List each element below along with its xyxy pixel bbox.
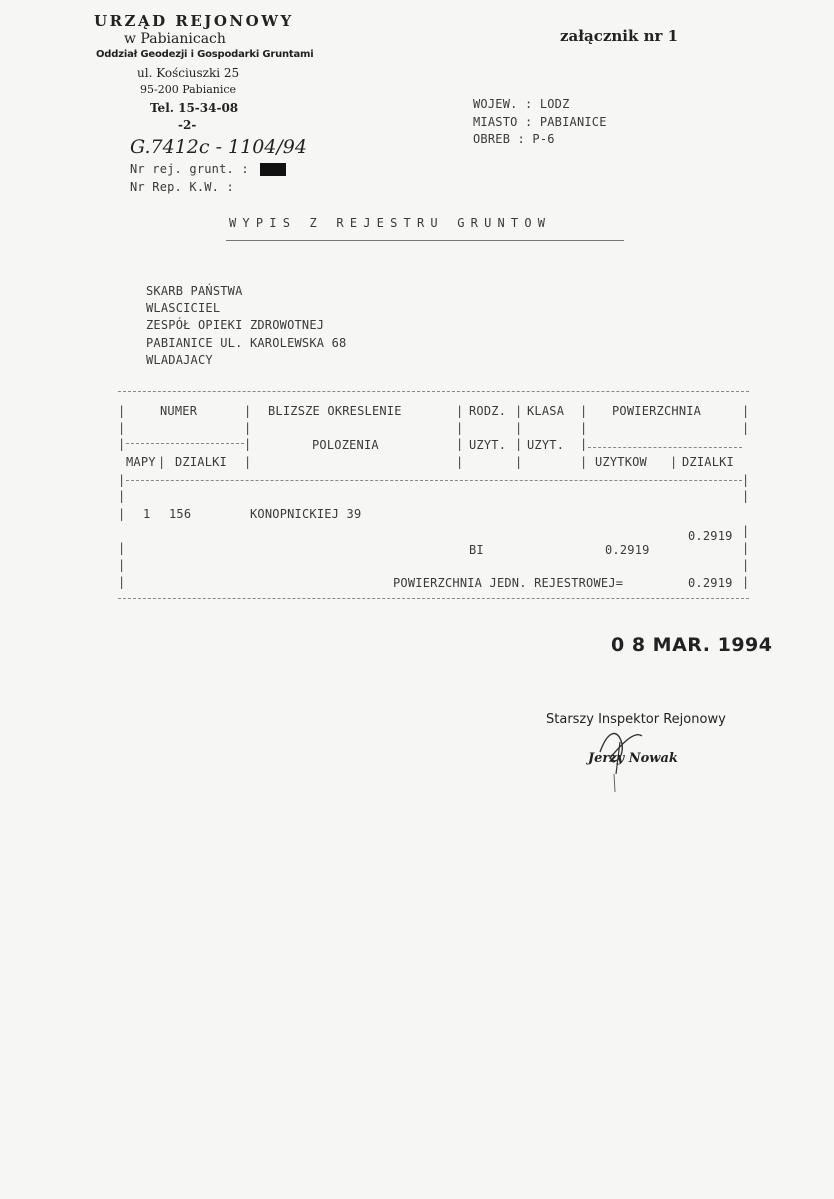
table-border: | (742, 404, 750, 418)
table-border: | (515, 455, 523, 469)
table-border: | (118, 541, 126, 555)
table-border: | (118, 404, 126, 418)
header-klasa-uzyt: UZYT. (527, 438, 565, 452)
owner-line: SKARB PAŃSTWA (146, 284, 243, 298)
table-border: | (515, 404, 523, 418)
table-border: | (742, 558, 750, 572)
table-border: | (118, 575, 126, 589)
table-border: | (580, 421, 588, 435)
table-border: | (456, 437, 464, 451)
table-border: | (742, 575, 750, 589)
table-border: | (456, 404, 464, 418)
date-stamp: 0 8 MAR. 1994 (611, 634, 773, 656)
header-dzialki: DZIALKI (175, 455, 227, 469)
holder-role: WLADAJACY (146, 353, 213, 367)
cell-klasa: BI (469, 543, 484, 557)
table-border: | (118, 421, 126, 435)
table-border: | (244, 421, 252, 435)
stamp-department: Oddział Geodezji i Gospodarki Gruntami (96, 49, 314, 60)
header-blizsze-okreslenie: BLIZSZE OKRESLENIE (268, 404, 402, 418)
table-top-rule (118, 391, 749, 392)
owner-role: WLASCICIEL (146, 301, 221, 315)
registry-grunt-label: Nr rej. grunt. : (130, 162, 249, 176)
table-border: | (515, 437, 523, 451)
table-border: | (456, 455, 464, 469)
total-label: POWIERZCHNIA JEDN. REJESTROWEJ= (393, 576, 624, 590)
table-border: | (118, 507, 126, 521)
table-border: | (118, 489, 126, 503)
table-border: | (244, 404, 252, 418)
stamp-postcode: 95-200 Pabianice (140, 83, 237, 96)
header-rodz: RODZ. (469, 404, 507, 418)
stamp-page-number: -2- (178, 118, 197, 132)
holder-address: PABIANICE UL. KAROLEWSKA 68 (146, 336, 347, 350)
header-bottom-rule (126, 480, 742, 481)
document-title: WYPIS Z REJESTRU GRUNTOW (229, 216, 552, 230)
cell-uzytek-area: 0.2919 (605, 543, 650, 557)
total-value: 0.2919 (688, 576, 733, 590)
table-border: | (580, 437, 588, 451)
table-border: | (515, 421, 523, 435)
title-underline (226, 240, 624, 241)
stamp-office-city: w Pabianicach (124, 31, 226, 47)
stamp-street: ul. Kościuszki 25 (137, 66, 240, 80)
handwritten-reference: G.7412c - 1104/94 (130, 136, 307, 158)
header-klasa: KLASA (527, 404, 565, 418)
stamp-phone: Tel. 15-34-08 (150, 101, 239, 115)
table-border: | (670, 455, 678, 469)
table-border: | (742, 473, 750, 487)
attachment-label: załącznik nr 1 (560, 27, 679, 45)
registry-rep-label: Nr Rep. K.W. : (130, 180, 234, 194)
header-uzyt: UZYT. (469, 438, 507, 452)
table-border: | (158, 455, 166, 469)
cell-mapa: 1 (143, 507, 151, 521)
table-border: | (580, 404, 588, 418)
table-border: | (742, 489, 750, 503)
table-border: | (118, 473, 126, 487)
table-border: | (456, 421, 464, 435)
table-border: | (580, 455, 588, 469)
header-dzialki-area: DZIALKI (682, 455, 734, 469)
table-border: | (244, 455, 252, 469)
table-border: | (742, 421, 750, 435)
table-border: | (742, 541, 750, 555)
location-precinct: OBREB : P-6 (473, 132, 555, 146)
table-border: | (118, 558, 126, 572)
table-border: | (118, 437, 126, 451)
table-border: | (244, 437, 252, 451)
signatory-name: Jerzy Nowak (588, 751, 678, 766)
stamp-office-name: URZĄD REJONOWY (94, 12, 294, 30)
signatory-title: Starszy Inspektor Rejonowy (546, 712, 726, 727)
powierzchnia-sub-rule (588, 447, 742, 448)
header-uzytkow: UZYTKOW (595, 455, 647, 469)
location-voivodeship: WOJEW. : LODZ (473, 97, 570, 111)
numer-sub-rule (126, 443, 244, 444)
holder-line: ZESPÓŁ OPIEKI ZDROWOTNEJ (146, 318, 325, 332)
location-city: MIASTO : PABIANICE (473, 115, 607, 129)
header-numer: NUMER (160, 404, 198, 418)
redacted-box (260, 163, 286, 176)
cell-polozenie: KONOPNICKIEJ 39 (250, 507, 362, 521)
cell-dzialka: 156 (169, 507, 192, 521)
table-border: | (742, 524, 750, 538)
header-powierzchnia: POWIERZCHNIA (612, 404, 702, 418)
header-polozenia: POLOZENIA (312, 438, 379, 452)
cell-dzialka-area: 0.2919 (688, 529, 733, 543)
table-bottom-rule (118, 598, 749, 599)
header-mapy: MAPY (126, 455, 156, 469)
